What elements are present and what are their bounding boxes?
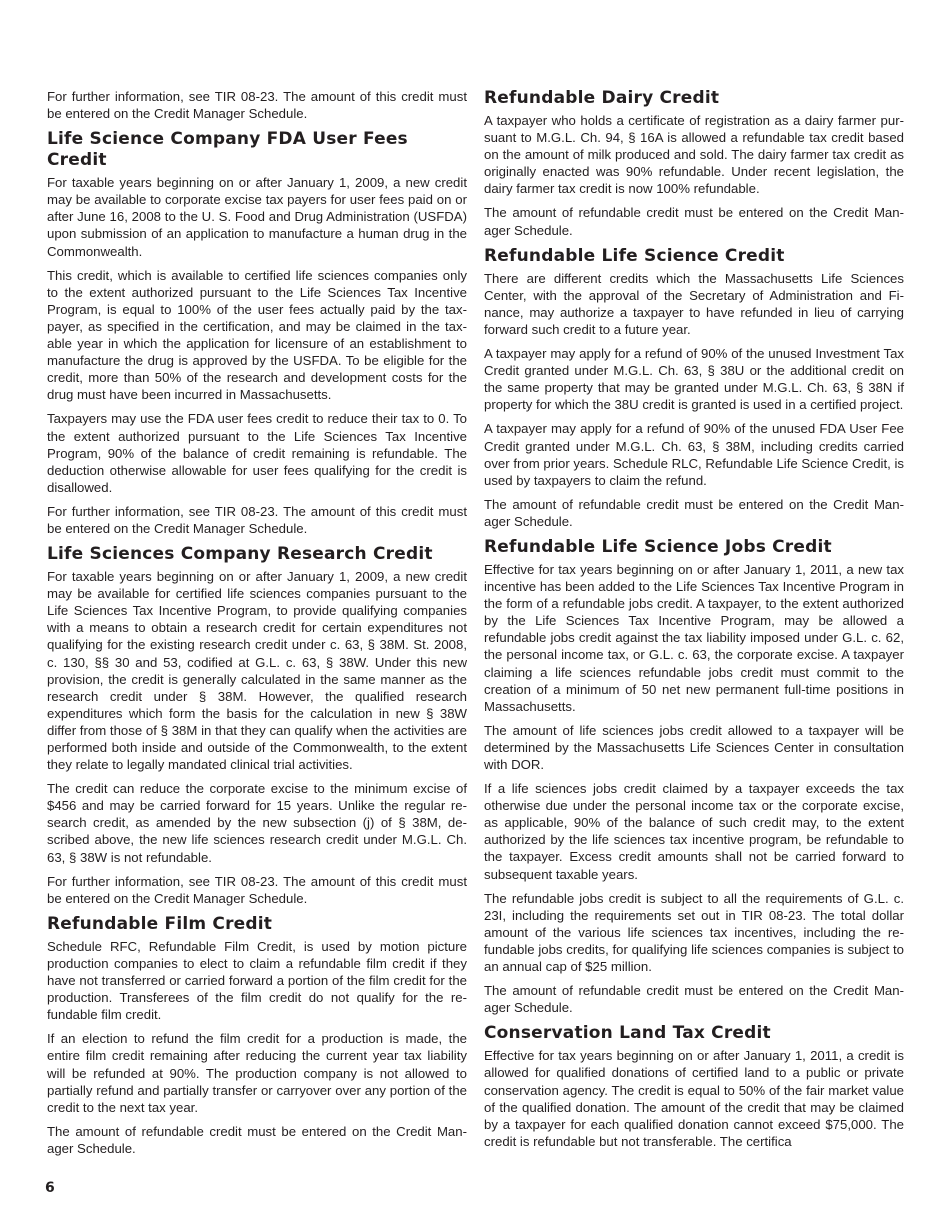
paragraph: Effective for tax years beginning on or after January 1, 2011, a new tax incentive has been added to the Life Sciences Tax Incentive Program in the form of a refundable jobs credit. A taxpayer, to the extent authorized by the Life Sciences Tax Incentive Program, may be allowed a refundable jobs credit against the tax liability imposed under G.L. c. 62, the personal income tax, or G.L. c. 63, the corporate excise. A taxpayer claiming a life sciences refundable jobs credit must commit to the creation of a minimum of 50 net new permanent full-time positions in Massachusetts. xyxy=(484,561,904,714)
paragraph: The amount of refundable credit must be entered on the Credit Manager Schedule. xyxy=(484,496,904,529)
section-heading-refundable-life-science-jobs-credit: Refundable Life Science Jobs Credit xyxy=(484,536,832,557)
section-heading-life-sciences-company-research-credit: Life Sciences Company Research Credit xyxy=(47,544,433,565)
section-heading-conservation-land-tax-credit: Conservation Land Tax Credit xyxy=(484,1023,771,1044)
paragraph: A taxpayer who holds a certificate of registration as a dairy farmer pursuant to M.G.L. Ch. 94, § 16A is allowed a refundable tax credit based on the amount of milk produced and sold. The dairy farmer tax credit as originally enacted was 90% refundable. Under recent legislation, the dairy farmer tax credit is now 100% refundable. xyxy=(484,113,904,197)
paragraph: The amount of refundable credit must be entered on the Credit Manager Schedule. xyxy=(47,1123,467,1156)
page-number: 6 xyxy=(45,1180,55,1196)
paragraph: The refundable jobs credit is subject to all the requirements of G.L. c. 23I, including the requirements set out in TIR 08-23. The total dollar amount of the various life sciences tax incentives, including the refundable jobs credits, for qualifying life sciences companies is subject to an annual cap of $25 million. xyxy=(484,890,904,975)
paragraph: Effective for tax years beginning on or after January 1, 2011, a credit is allowed for qualified donations of certified land to a public or private conservation agency. The credit is equal to 50% of the fair market value of the qualified donation. The amount of the credit that may be claimed by a taxpayer for each qualified donation cannot exceed $75,000. The credit is refundable but not transferable. The certifica xyxy=(484,1048,904,1149)
section-heading-refundable-dairy-credit: Refundable Dairy Credit xyxy=(484,88,720,108)
left-column xyxy=(47,88,467,1164)
paragraph: For taxable years beginning on or after January 1, 2009, a new credit may be available for certified life sciences companies pursuant to the Life Sciences Tax Incentive Program, to provide qualifying companies with a means to obtain a research credit for certain expenditures not qualifying for the existing research credit under c. 63, § 38M. St. 2008, c. 130, §§ 30 and 53, codified at G.L. c. 63, § 38W. Under this new provision, the credit is generally calculated in the same manner as the research credit under § 38M. However, the qualified research expenditures which form the basis for the calculation in new § 38W differ from those of § 38M in that they can qualify when the activities are performed both inside and outside of the Commonwealth, to the extent they relate to legally mandated clinical trial activities. xyxy=(47,569,467,773)
paragraph: For further information, see TIR 08-23. The amount of this credit must be entered on the Credit Manager Schedule. xyxy=(47,503,467,536)
paragraph: For further information, see TIR 08-23. The amount of this credit must be entered on the Credit Manager Schedule. xyxy=(47,873,467,906)
paragraph: This credit, which is available to certified life sciences companies only to the extent authorized pursuant to the Life Sciences Tax Incentive Program, is equal to 100% of the user fees actually paid by the taxpayer, as specified in the certification, and may be claimed in the taxable year in which the application for licensure of an establishment to manufacture the drug is approved by the USFDA. To be eligible for the credit, more than 50% of the research and development costs for the drug must have been incurred in Massachusetts. xyxy=(47,267,467,403)
paragraph: The amount of life sciences jobs credit allowed to a taxpayer will be determined by the Massachusetts Life Sciences Center in consultation with DOR. xyxy=(484,722,904,772)
paragraph: A taxpayer may apply for a refund of 90% of the unused Investment Tax Credit granted under M.G.L. Ch. 63, § 38U or the additional credit on the same property that may be granted under M.G.L. Ch. 63, § 38N if property for which the 38U credit is granted is used in a certified project. xyxy=(484,346,904,413)
paragraph: There are different credits which the Massachusetts Life Sciences Center, with the approval of the Secretary of Administration and Finance, may authorize a taxpayer to have refunded in lieu of carrying forward such credit to a future year. xyxy=(484,270,904,337)
paragraph: The amount of refundable credit must be entered on the Credit Manager Schedule. xyxy=(484,205,904,238)
paragraph: Taxpayers may use the FDA user fees credit to reduce their tax to 0. To the extent authorized pursuant to the Life Sciences Tax Incentive Program, 90% of the balance of credit remaining is refundable. The deduction otherwise allowable for user fees qualifying for the credit is disallowed. xyxy=(47,411,467,495)
paragraph: If a life sciences jobs credit claimed by a taxpayer exceeds the tax otherwise due under the personal income tax or the corporate excise, as applicable, 90% of the balance of such credit may, to the extent authorized by the life sciences tax incentive program, be refundable to the taxpayer. Excess credit amounts shall not be carried forward to subsequent taxable years. xyxy=(484,781,904,882)
section-heading-refundable-life-science-credit: Refundable Life Science Credit xyxy=(484,245,785,266)
paragraph: If an election to refund the film credit for a production is made, the entire film credit remaining after reducing the current year tax liability will be refunded at 90%. The production company is not allowed to partially refund and partially transfer or carryover over any portion of the credit to the next tax year. xyxy=(47,1031,467,1115)
section-heading-life-science-company-fda-user-fees-credit: Life Science Company FDA User Fees Credit xyxy=(47,129,408,171)
paragraph: The amount of refundable credit must be entered on the Credit Manager Schedule. xyxy=(484,983,904,1016)
paragraph: For further information, see TIR 08-23. The amount of this credit must be entered on the Credit Manager Schedule. xyxy=(47,89,467,122)
paragraph: The credit can reduce the corporate excise to the minimum excise of $456 and may be carried forward for 15 years. Unlike the regular research credit, as amended by the new subsection (j) of § 38M, described above, the new life sciences research credit under M.G.L. Ch. 63, § 38W is not refundable. xyxy=(47,781,467,865)
paragraph: A taxpayer may apply for a refund of 90% of the unused FDA User Fee Credit granted under M.G.L. Ch. 63, § 38M, including credits carried over from prior years. Schedule RLC, Refundable Life Science Credit, is used by taxpayers to claim the refund. xyxy=(484,421,904,488)
section-heading-refundable-film-credit: Refundable Film Credit xyxy=(47,913,273,934)
right-column xyxy=(484,88,904,1157)
paragraph: Schedule RFC, Refundable Film Credit, is used by motion picture production companies to elect to claim a refundable film credit if they have not transferred or carried forward a portion of the film credit for the production. Transferees of the film credit do not qualify for the refundable film credit. xyxy=(47,938,467,1023)
paragraph: For taxable years beginning on or after January 1, 2009, a new credit may be available to corporate excise tax payers for user fees paid on or after June 16, 2008 to the U. S. Food and Drug Administration (USFDA) upon submission of an application to manufacture a human drug in the Commonwealth. xyxy=(47,175,467,259)
